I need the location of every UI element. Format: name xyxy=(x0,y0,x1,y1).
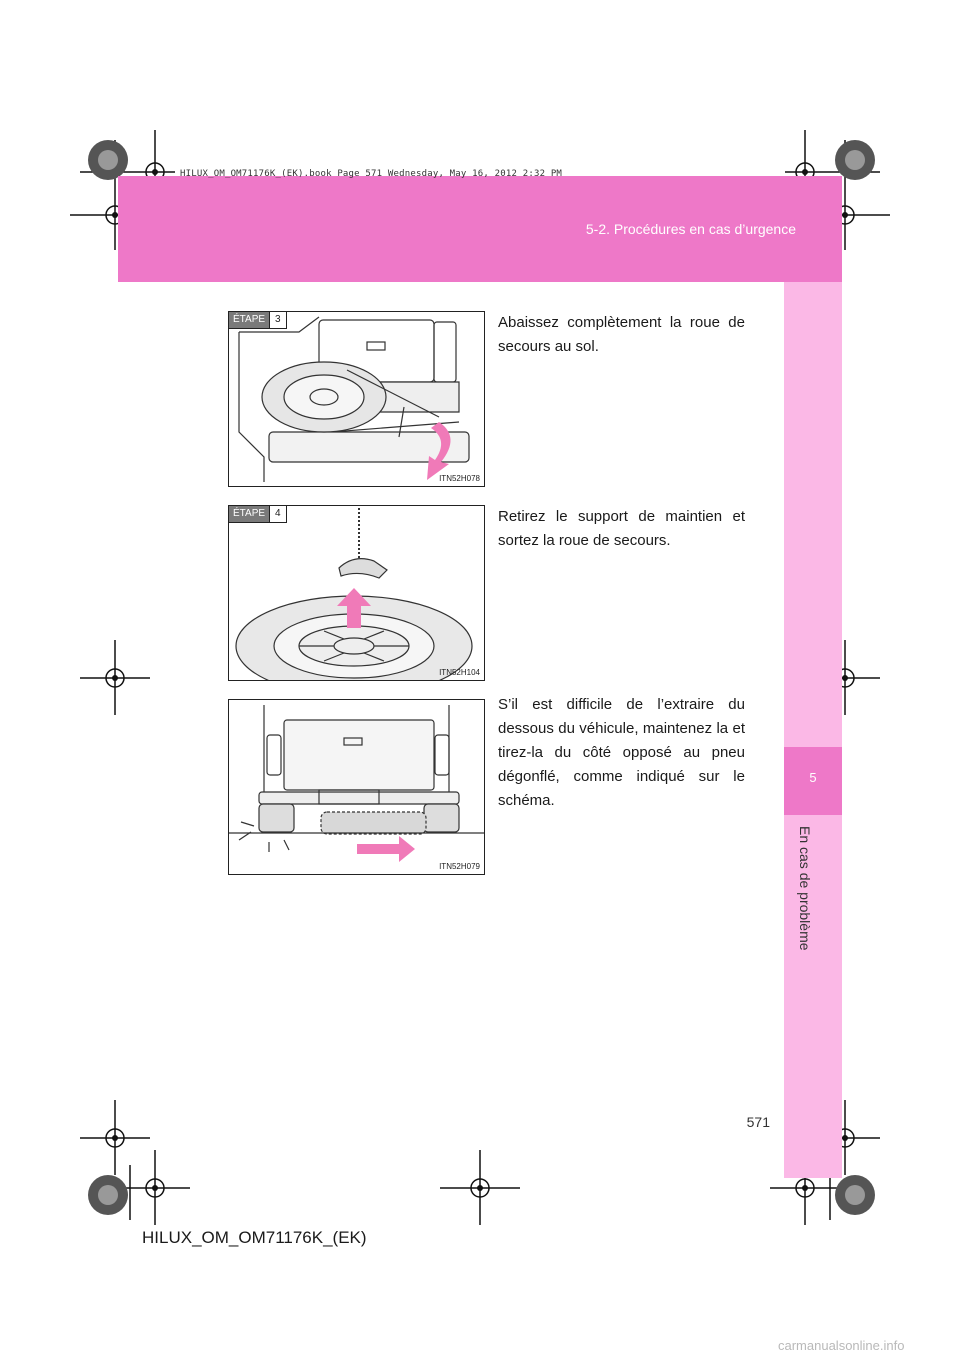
step-4-text: Retirez le support de maintien et sortez la roue de secours. xyxy=(498,508,745,549)
side-strip xyxy=(784,282,842,1178)
step-badge-number: 4 xyxy=(269,506,286,522)
figure-pull-out xyxy=(228,699,485,875)
page-number: 571 xyxy=(746,1114,770,1130)
pull-out-text: S’il est difficile de l’extraire du dessous du véhicule, maintenez la et tirez-la du côté opposé au pneu dégonflé, comme indiqué sur le schéma. xyxy=(498,696,745,809)
step-badge xyxy=(229,312,287,329)
step-badge-number: 3 xyxy=(269,312,286,328)
document-code: HILUX_OM_OM71176K_(EK) xyxy=(142,1228,367,1247)
watermark: carmanualsonline.info xyxy=(778,1338,905,1353)
figure-code: ITN52H079 xyxy=(439,862,480,871)
chapter-number: 5 xyxy=(809,770,817,785)
section-title: 5-2. Procédures en cas d’urgence xyxy=(585,221,796,237)
step-badge-word: ÉTAPE xyxy=(229,506,269,522)
step-3-text: Abaissez complètement la roue de secours au sol. xyxy=(498,314,745,355)
figure-code: ITN52H104 xyxy=(439,668,480,677)
pull-arrow-icon xyxy=(357,836,415,862)
spare-tire-pull-illustration xyxy=(229,700,484,874)
book-meta: HILUX_OM_OM71176K_(EK).book Page 571 Wednesday, May 16, 2012 2:32 PM xyxy=(180,169,563,179)
figure-step-3 xyxy=(228,311,485,487)
figure-code: ITN52H078 xyxy=(439,474,480,483)
step-badge xyxy=(229,506,287,523)
chapter-label: En cas de problème xyxy=(797,826,813,951)
step-badge-word: ÉTAPE xyxy=(229,312,269,328)
spare-tire-removal-illustration xyxy=(229,506,484,680)
figure-step-4 xyxy=(228,505,485,681)
spare-tire-lowering-illustration xyxy=(229,312,484,486)
